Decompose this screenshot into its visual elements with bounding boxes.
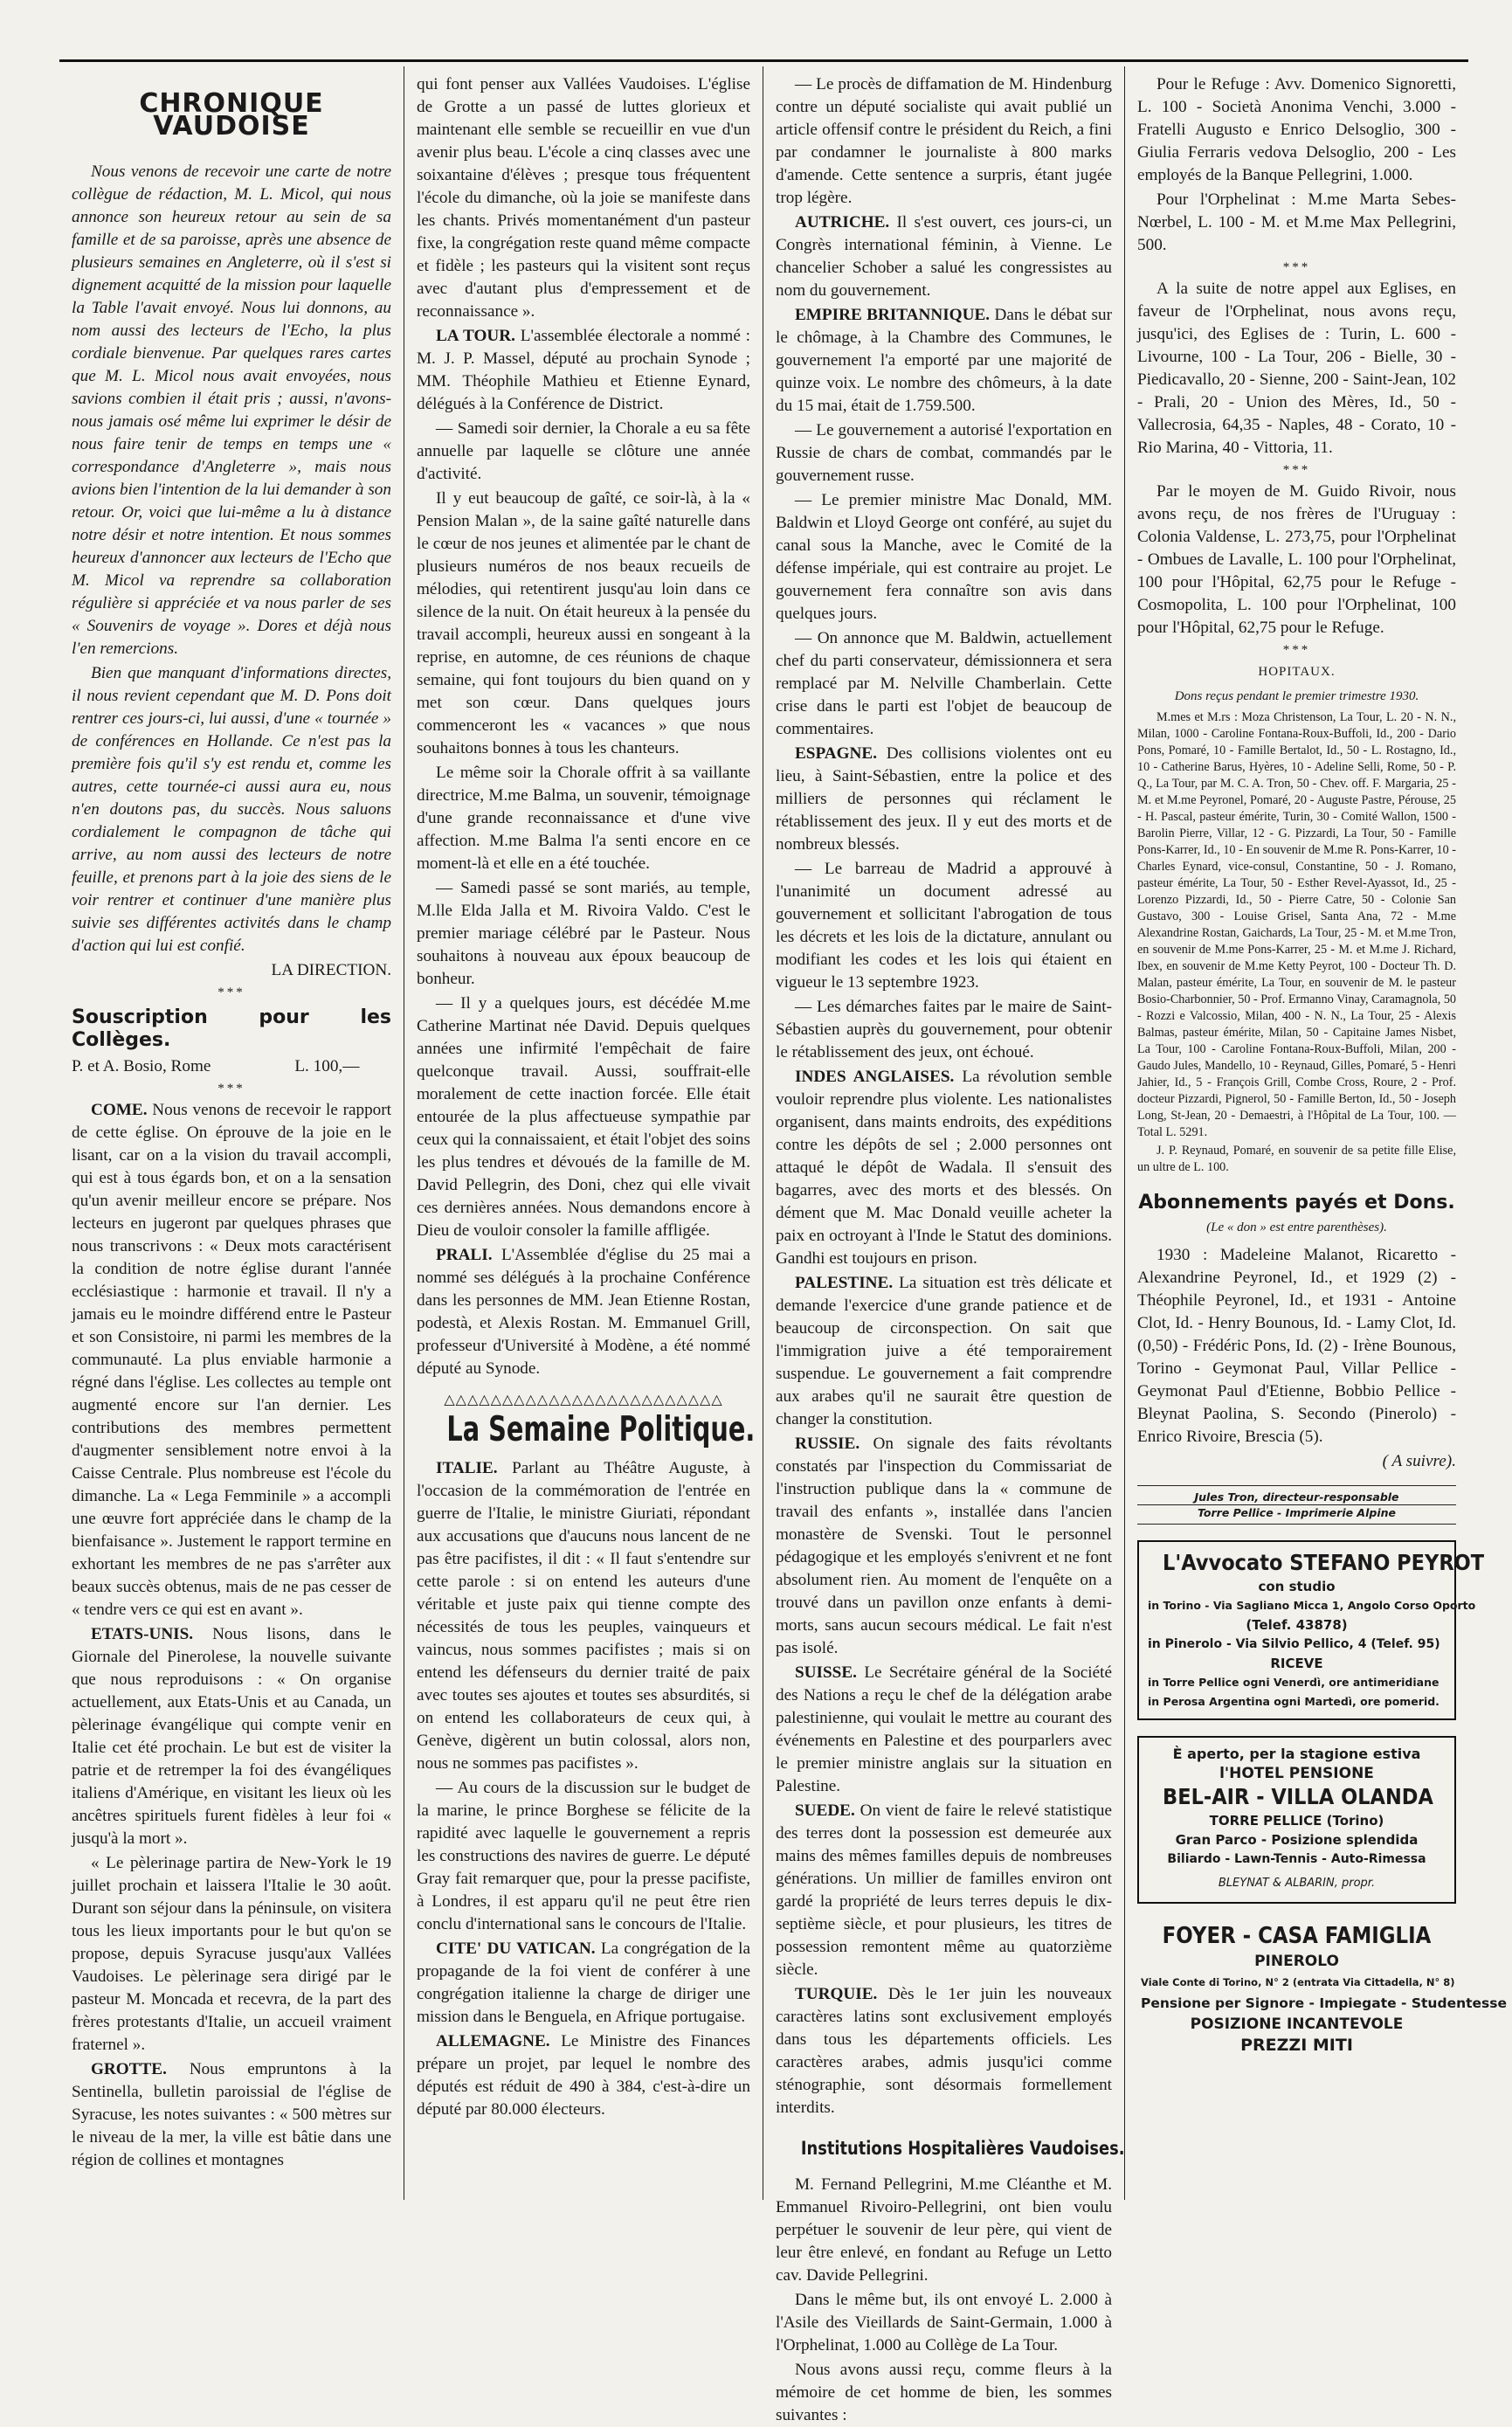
triangle-rule: △△△△△△△△△△△△△△△△△△△△△△△△: [444, 1393, 723, 1407]
institutions-paragraph-2: Dans le même but, ils ont envoyé L. 2.000 à l'Asile des Vieillards de Saint-Germain, 1.000 à l'Orphelinat, 1.000 au Collège de La Tour.: [776, 2291, 1112, 2354]
columns: [59, 66, 1507, 2424]
ad-foyer-title: FOYER - CASA FAMIGLIA: [1162, 1923, 1432, 1949]
russie-text: On signale des faits révoltants constatés par l'inspection du Commissariat de l'instruction publique dans la « commune de travail des enfants », installée dans l'ancien monastère de Svenski. Tout le personnel pédagogique et les employés s'enivrent et ne font absolument rien. Au moment de l'enquête on a trouvé dans un pavillon onze enfants à demi-morts, sans aucun secours médical. Le fait n'est pas isolé.: [776, 1435, 1112, 1657]
chronique-title: CHRONIQUE VAUDOISE: [139, 88, 324, 142]
macdonald-paragraph: — Le premier ministre Mac Donald, MM. Baldwin et Lloyd George ont conféré, au sujet du canal sous la Manche, avec le Comité de la défense impériale, qui est contraire au projet. Le gouvernement fera connaître son avis dans quelques jours.: [776, 491, 1112, 623]
palestine-paragraph: [776, 1272, 1112, 1431]
stars-divider-5: ***: [1282, 643, 1311, 657]
ad-peyrot-line-3: (Telef. 43878): [1246, 1617, 1348, 1633]
chorale-paragraph: — Samedi soir dernier, la Chorale a eu sa fête annuelle par laquelle se clôture une année d'activité.: [417, 419, 750, 483]
ad-foyer-line-2: Viale Conte di Torino, N° 2 (entrata Via Cittadella, N° 8): [1141, 1976, 1455, 1988]
semaine-politique-title: La Semaine Politique.: [446, 1410, 756, 1449]
prali-heading: PRALI.: [436, 1246, 493, 1264]
column-4: [1124, 66, 1507, 2200]
come-paragraph: [72, 1099, 391, 1621]
turquie-text: Dès le 1er juin les nouveaux caractères latins sont exclusivement employés dans tous les départements officiels. Les caractères arabes, admis jusqu'ici comme sténographie, sont désormais formellement interdits.: [776, 1985, 1112, 2117]
ad-foyer: [1137, 1916, 1507, 2061]
etats-heading: ETATS-UNIS.: [91, 1625, 194, 1643]
vatican-text: La congrégation de la propagande de la foi vient de conférer à une congrégation italienne la charge de diriger une mission dans le Benguela, en Afrique portugaise.: [417, 1940, 751, 2026]
baldwin-paragraph: — On annonce que M. Baldwin, actuellement chef du parti conservateur, démissionnera et sera remplacé par M. Nelville Chamberlain. Cette crise dans le parti est l'objet de beaucoup de commentaires.: [776, 629, 1112, 738]
turquie-heading: TURQUIE.: [795, 1985, 878, 2003]
ad-peyrot-line-5: RICEVE: [1270, 1656, 1323, 1671]
espagne-heading: ESPAGNE.: [795, 744, 877, 763]
ad-bel-air: [1137, 1736, 1456, 1904]
autriche-text: Il s'est ouvert, ces jours-ci, un Congrès international féminin, à Vienne. Le chancelier Schober a salué les congressistes au nom du gouvernement.: [776, 213, 1113, 300]
empire-paragraph: [776, 304, 1112, 418]
institutions-paragraph-3: Nous avons aussi reçu, comme fleurs à la mémoire de cet homme de bien, les sommes suivantes :: [776, 2361, 1112, 2424]
ad-bel-air-title: BEL-AIR - VILLA OLANDA: [1163, 1784, 1433, 1809]
rivoir-paragraph: Par le moyen de M. Guido Rivoir, nous avons reçu, de nos frères de l'Uruguay : Colonia Valdense, L. 273,75, pour l'Orphelinat - Ombues de Lavalle, L. 100 pour l'Orphelinat, 100 pour l'Hôpital, 62,75 pour le Refuge - Cosmopolita, L. 100 pour l'Orphelinat, 100 pour l'Hôpital, 62,75 pour le Refuge.: [1137, 482, 1456, 637]
top-rule: [59, 59, 1468, 62]
hopitaux-list: M.mes et M.rs : Moza Christenson, La Tour, L. 20 - N. N., Milan, 1000 - Caroline Fontana-Roux-Buffoli, Id., 200 - Dario Pons, Pomaré, 10 - Famille Bertalot, Id., 50 - L. Rostagno, Id., 10 - Catherine Barus, Hyères, 10 - Adeline Selli, Rome, 50 - P. Q., La Tour, par M. C. A. Tron, 50 - Chev. off. F. Margaria, 25 - M. et M.me Peyronel, Pomaré, 20 - Auguste Pastre, Pérouse, 25 - H. Pascal, pasteur émérite, Turin, 30 - Comité Wallon, 1500 - Barolin Pierre, Villar, 12 - G. Pizzardi, La Tour, 50 - Famille Pons-Karrer, Id., 10 - En souvenir de M.me R. Pons-Karrer, 10 - Charles Eynard, vice-consul, Constantine, 50 - J. Romano, pasteur émérite, La Tour, 50 - Esther Revel-Ayassot, Id., 25 - Lorenzo Pizzardi, Id., 50 - Pierre Catre, 50 - Colonie San Gustavo, 300 - Louise Grisel, Santa Ana, 72 - M.me Alexandrine Rostan, Gaichards, La Tour, 25 - M. et M.me Tron, en souvenir de M.me Pons-Karrer, 25 - M. et M.me J. Richard, Ibex, en souvenir de M.me Ketty Peyrot, 100 - Docteur Th. D. Malan, pasteur émérite, La Tour, en souvenir de M. le pasteur Bosio-Charbonnier, 50 - Prof. Ermanno Vinay, Caramagnola, 50 - Rozzi e Valcossio, Milan, 400 - N. N., La Tour, 25 - Alexis Balmas, pasteur émérite, Milan, 50 - Capitaine James Nisbet, La Tour, 100 - Caroline Fontana-Roux-Buffoli, Milan, 200 - Gaudo Jules, Mandello, 10 - Reynaud, Gilles, Pomaré, 5 - Henri Jahier, Id., 5 - François Grill, Combe Cross, Roure, 2 - Prof. docteur Pizzardi, Pignerol, 50 - Famille Berton, Id., 50 - Joseph Long, St-Jean, 20 - Demaestri, à l'Hôpital de La Tour, 100. — Total L. 5291.: [1137, 710, 1457, 1139]
hindenburg-paragraph: — Le procès de diffamation de M. Hindenburg contre un député socialiste qui avait publié un article offensif contre le président du Reich, a fini par condamner le journaliste à 800 marks d'amende. Cette sentence a surpris, étant jugée trop légère.: [776, 75, 1112, 207]
export-paragraph: — Le gouvernement a autorisé l'exportation en Russie de chars de combat, commandés par le gouvernement russe.: [776, 421, 1112, 485]
allemagne-text: Le Ministre des Finances prépare un projet, par lequel le nombre des députés est réduit de 490 à 384, c'est-à-dire un député par 80.000 électeurs.: [417, 2032, 750, 2119]
ad-bel-air-line-3: TORRE PELLICE (Torino): [1209, 1813, 1384, 1829]
souscription-line: P. et A. Bosio, Rome L. 100,—: [72, 1057, 360, 1075]
intro-paragraph: Nous venons de recevoir une carte de notre collègue de rédaction, M. L. Micol, qui nous annonce son heureux retour au sein de sa famille et de sa paroisse, après une absence de plusieurs semaines en Angleterre, où il s'est si dignement acquitté de la mission pour laquelle la Table l'avait envoyé. Nous lui donnons, au nom aussi des lecteurs de l'Echo, la plus cordiale bienvenue. Par quelques rares cartes que M. L. Micol nous avait envoyées, nous savions combien il était pris ; aussi, n'avons-nous jamais osé même lui exprimer le désir de nous faire tenir de temps en temps une « correspondance d'Angleterre », mais nous avions bien l'intention de la lui demander à son retour. Or, voici que lui-même a lu à distance notre désir et notre intention. Et nous sommes heureux d'annoncer aux lecteurs de l'Echo que M. Micol va reprendre sa collaboration régulière si appréciée et va nous parler de ses « Souvenirs de voyage ». Dores et déjà nous l'en remercions.: [72, 162, 391, 658]
grotte-text: Nous empruntons à la Sentinella, bulletin paroissial de l'église de Syracuse, les notes suivantes : « 500 mètres sur le niveau de la mer, la ville est bâtie dans une région de collines et montagnes: [72, 2060, 391, 2169]
ad-peyrot: [1137, 1540, 1485, 1720]
suede-text: On vient de faire le relevé statistique des terres dont la possession est demeurée aux mains des mêmes familles depuis de nombreuses générations. Un millier de familles environ ont gardé la propriété de leurs terres depuis le dix-septième siècle, et pour plusieurs, les titres de possession remontent même au quatorzième siècle.: [776, 1801, 1113, 1979]
suede-paragraph: [776, 1800, 1112, 1981]
ad-peyrot-line-6: in Torre Pellice ogni Venerdì, ore antimeridiane: [1148, 1676, 1440, 1689]
suisse-text: Le Secrétaire général de la Société des Nations a reçu le chef de la délégation arabe palestinienne, qui voulait le mettre au courant des événements en Palestine et des pourparlers avec le premier ministre anglais sur la situation en Palestine.: [776, 1663, 1112, 1795]
autriche-paragraph: [776, 211, 1112, 302]
intro-paragraph-2: Bien que manquant d'informations directes, il nous revient cependant que M. D. Pons doit rentrer ces jours-ci, lui aussi, d'une « tournée » de conférences en Hollande. Ce n'est pas la première fois qu'il s'y est rendu et, comme les autres, cette tournée-ci aussi aura eu, nous n'en doutons pas, du succès. Nous saluons cordialement le compagnon de tâche qui arrive, au nom aussi des lecteurs de notre feuille, et prenons part à la joie des siens de le voir rentrer et continuer d'une manière plus suivie ses différentes activités dans le champ d'action qui lui est confié.: [72, 664, 391, 955]
empire-text: Dans le débat sur le chômage, à la Chambre des Communes, le gouvernement l'a emporté par une majorité de quinze voix. Le nombre des chômeurs, à la date du 15 mai, était de 1.759.500.: [776, 306, 1112, 415]
orphelinat-paragraph: Pour l'Orphelinat : M.me Marta Sebes-Nœrbel, L. 100 - M. et M.me Max Pellegrini, 500.: [1137, 190, 1456, 254]
allemagne-paragraph: [417, 2030, 750, 2121]
abonnements-list: 1930 : Madeleine Malanot, Ricaretto - Alexandrine Peyronel, Id., et 1929 (2) - Théophile Peyronel, Id., et 1931 - Antoine Clot, Id. - Henry Bounous, Id. - Lamy Clot, Id. (0,50) - Frédéric Pons, Id. (2) - Irène Bounous, Torino - Geymonat Paul, Villar Pellice - Geymonat Paul d'Etienne, Bobbio Pellice - Bleynat Paolina, S. Secondo (Pinerolo) - Enrico Rivoire, Brescia (5).: [1137, 1246, 1456, 1446]
column-1: [59, 66, 404, 2200]
signature: LA DIRECTION.: [271, 961, 391, 979]
latour-heading: LA TOUR.: [436, 327, 515, 345]
espagne-text: Des collisions violentes ont eu lieu, à Saint-Sébastien, entre la police et des milliers de personnes qui réclament le rétablissement des jeux. Il y eut des morts et de nombreux blessés.: [776, 744, 1112, 854]
abonnements-subtitle: (Le « don » est entre parenthèses).: [1206, 1220, 1387, 1234]
etats-paragraph: [72, 1623, 391, 1850]
grotte-heading: GROTTE.: [91, 2060, 167, 2078]
appel-paragraph: A la suite de notre appel aux Eglises, en faveur de l'Orphelinat, nous avons reçu, jusqu'ici, des Eglises de : Turin, L. 600 - Livourne, 100 - La Tour, 206 - Bielle, 30 - Piedicavallo, 20 - Sienne, 200 - Saint-Jean, 102 - Prali, 20 - Union des Mères, Id., 50 - Vallecrosia, 64,35 - Naples, 48 - Corato, 10 - Rio Marina, 40 - Vittoria, 11.: [1137, 280, 1456, 457]
institutions-paragraph-1: M. Fernand Pellegrini, M.me Cléanthe et M. Emmanuel Rivoiro-Pellegrini, ont bien voulu perpétuer le souvenir de leur père, qui vient de leur être enlevé, en fondant au Refuge un Letto cav. Davide Pellegrini.: [776, 2175, 1112, 2285]
ad-bel-air-line-2: l'HOTEL PENSIONE: [1219, 1765, 1374, 1782]
autriche-heading: AUTRICHE.: [795, 213, 890, 232]
prali-text: L'Assemblée d'église du 25 mai a nommé ses délégués à la prochaine Conférence dans les personnes de MM. Jean Etienne Rostan, podestà, et Alexis Rostan. M. Emmanuel Grill, professeur d'Université à Modène, a été nommé député au Synode.: [417, 1246, 751, 1378]
ad-bel-air-line-5: Biliardo - Lawn-Tennis - Auto-Rimessa: [1167, 1852, 1426, 1866]
grotte-continued: qui font penser aux Vallées Vaudoises. L'église de Grotte a un passé de luttes glorieux et maintenant elle semble se recueillir en vue d'un avenir plus beau. L'école a cinq classes avec une soixantaine d'élèves ; presque tous fréquentent l'école du dimanche, où la joie se manifeste dans les chants. Privés momentanément d'un pasteur fixe, la congrégation reste quand même compacte et fidèle ; les pasteurs qui la visitent sont reçus avec d'autant plus d'empressement et de reconnaissance ».: [417, 75, 750, 321]
ad-peyrot-line-7: in Perosa Argentina ogni Martedì, ore pomerid.: [1148, 1695, 1440, 1708]
ad-bel-air-line-6: BLEYNAT & ALBARIN, propr.: [1218, 1877, 1376, 1890]
ad-peyrot-line-1: con studio: [1258, 1579, 1336, 1594]
espagne-paragraph: [776, 743, 1112, 856]
italie-paragraph: [417, 1457, 750, 1775]
ad-foyer-line-4: POSIZIONE INCANTEVOLE: [1190, 2016, 1404, 2033]
grotte-paragraph: [72, 2058, 391, 2172]
budget-paragraph: — Au cours de la discussion sur le budget de la marine, le prince Borghese se félicite de la rapidité avec laquelle le gouvernement a repris les constructions des navires de guerre. Le député Gray fait remarquer que, pour la presse pacifiste, à Londres, il est apparu qu'il ne peut être rien conclu d'international sans le concours de l'Italie.: [417, 1779, 750, 1933]
latour-paragraph: [417, 325, 750, 416]
suisse-paragraph: [776, 1662, 1112, 1798]
come-heading: COME.: [91, 1101, 148, 1119]
a-suivre: ( A suivre).: [1382, 1452, 1456, 1470]
ad-bel-air-line-1: È aperto, per la stagione estiva: [1172, 1746, 1421, 1762]
reynaud-paragraph: J. P. Reynaud, Pomaré, en souvenir de sa petite fille Elise, un ultre de L. 100.: [1137, 1144, 1456, 1174]
ad-foyer-line-5: PREZZI MITI: [1240, 2036, 1353, 2055]
stars-divider-3: ***: [1282, 260, 1311, 274]
ad-foyer-line-3: Pensione per Signore - Impiegate - Studentesse: [1141, 1995, 1507, 2011]
etats-paragraph-2: « Le pèlerinage partira de New-York le 19 juillet prochain et laissera l'Italie le 30 août. Durant son séjour dans la péninsule, on visitera tous les lieux importants pour le but qu'on se propose, depuis Syracuse jusqu'aux Vallées Vaudoises. Le pèlerinage sera dirigé par le pasteur M. Moncada et recevra, de la part des frères protestants d'Italie, un accueil vraiment fraternel ».: [72, 1854, 391, 2054]
stars-divider-4: ***: [1282, 463, 1311, 477]
stars-divider-2: ***: [217, 1082, 245, 1096]
mariage-paragraph: — Samedi passé se sont mariés, au temple, M.lle Elda Jalla et M. Rivoira Valdo. C'est le premier mariage célébré par le Pasteur. Nous souhaitons à nouveau aux époux beaucoup de bonheur.: [417, 879, 750, 988]
barreau-paragraph: — Le barreau de Madrid a approuvé à l'unanimité un document adressé au gouvernement et sollicitant l'abrogation de tous les décrets et les lois de la dictature, annulant ou modifiant les codes et les lois qui étaient en vigueur le 13 septembre 1923.: [776, 860, 1112, 992]
deces-paragraph: — Il y a quelques jours, est décédée M.me Catherine Martinat née David. Depuis quelques années une infirmité l'empêchait de faire quelconque travail. Aussi, souffrait-elle moralement de cette inaction forcée. Elle était entourée de la plus affectueuse sympathie par ceux qui la connaissaient, et était l'objet des soins les plus tendres et dévoués de la famille de M. David Pellegrin, des Doni, chez qui elle vivait ces dernières années. Nous demandons encore à Dieu de vouloir consoler la famille affligée.: [417, 994, 750, 1240]
ad-foyer-line-1: PINEROLO: [1254, 1953, 1339, 1970]
souscription-title: Souscription pour les Collèges.: [72, 1006, 391, 1051]
suede-heading: SUEDE.: [795, 1801, 855, 1820]
turquie-paragraph: [776, 1983, 1112, 2119]
etats-text: Nous lisons, dans le Giornale del Pinerolese, la nouvelle suivante que nous reproduisons : « On organise actuellement, aux Etats-Unis et au Canada, un pèlerinage évangélique qui compte venir en Italie cet été prochain. Le but est de visiter la patrie et de retremper la foi des évangéliques italiens d'Amérique, en visitant les lieux où les ancêtres spirituels furent fidèles à leur foi « jusqu'à la mort ».: [72, 1625, 392, 1848]
indes-paragraph: [776, 1066, 1112, 1270]
come-text: Nous venons de recevoir le rapport de cette église. On éprouve de la joie en le lisant, car on a la vision du travail accompli, qui est à tous égards bon, et on a la sensation qu'un avenir meilleur encore se prépare. Nos lecteurs en jugeront par quelques phrases que nous transcrivons : « Deux mots caractérisent la condition de notre église durant l'année ecclésiastique : harmonie et travail. Il n'y a jamais eu le moindre différend entre le Pasteur et son Consistoire, ni parmi les membres de la communauté. La plus enviable harmonie a régné dans l'église. Les collectes au temple ont augmenté encore sur l'an dernier. Les contributions des membres permettent d'augmenter sensiblement notre envoi à la Caisse Centrale. Plus nombreuse est l'école du dimanche. La « Lega Femminile » a accompli une œuvre fort appréciée dans le champ de la bienfaisance ». Justement le rapport termine en exhortant les membres de ne pas s'arrêter aux beaux succès obtenus, mais de ne pas cesser de « tendre vers ce qui est en avant ».: [72, 1101, 391, 1619]
balma-paragraph: Le même soir la Chorale offrit à sa vaillante directrice, M.me Balma, un souvenir, témoignage d'une grande reconnaissance et d'une vive affection. M.me Balma l'a senti encore en ce moment-là et elle en a été touchée.: [417, 764, 750, 873]
column-2: [404, 66, 763, 2200]
allemagne-heading: ALLEMAGNE.: [436, 2032, 550, 2050]
maire-paragraph: — Les démarches faites par le maire de Saint-Sébastien auprès du gouvernement, pour obtenir le rétablissement des jeux, ont échoué.: [776, 998, 1112, 1061]
russie-paragraph: [776, 1433, 1112, 1660]
column-3: [763, 66, 1125, 2424]
imprint-director: Jules Tron, directeur-responsable: [1194, 1490, 1399, 1504]
vatican-heading: CITE' DU VATICAN.: [436, 1940, 596, 1958]
institutions-title: Institutions Hospitalières Vaudoises.: [800, 2138, 1125, 2159]
ad-peyrot-line-2: in Torino - Via Sagliano Micca 1, Angolo Corso Oporto: [1148, 1599, 1476, 1612]
ad-bel-air-line-4: Gran Parco - Posizione splendida: [1175, 1832, 1419, 1848]
russie-heading: RUSSIE.: [795, 1435, 860, 1453]
hopitaux-subtitle: Dons reçus pendant le premier trimestre 1930.: [1174, 689, 1419, 703]
vatican-paragraph: [417, 1938, 750, 2029]
latour-text: L'assemblée électorale a nommé : M. J. P. Massel, député au prochain Synode ; MM. Théophile Mathieu et Etienne Eynard, délégués à la Conférence de District.: [417, 327, 750, 413]
suisse-heading: SUISSE.: [795, 1663, 857, 1682]
stars-divider: ***: [217, 985, 245, 999]
prali-paragraph: [417, 1244, 750, 1380]
indes-heading: INDES ANGLAISES.: [795, 1068, 955, 1086]
imprint-box: [1137, 1485, 1456, 1525]
italie-heading: ITALIE.: [436, 1459, 498, 1477]
gaite-paragraph: Il y eut beaucoup de gaîté, ce soir-là, à la « Pension Malan », de la saine gaîté naturelle dans le cœur de nos jeunes et alimentée par le chant de plusieurs numéros de nos beaux recueils de mélodies, qui retentirent jusqu'au loin dans ce silence de la nuit. On était heureux à la pensée du travail accompli, heureux aussi en songeant à la reprise, en automne, de ces réunions de chaque semaine, qui font toujours du bien quand on y met son cœur. Dans quelques jours commenceront les « vacances » que nous souhaitons bonnes à tous les chanteurs.: [417, 489, 750, 757]
refuge-paragraph: Pour le Refuge : Avv. Domenico Signoretti, L. 100 - Società Anonima Venchi, 3.000 - Fratelli Augusto e Enrico Delsoglio, 300 - Giulia Ferraris vedova Delsoglio, 200 - Les employés de la Banque Pellegrini, 1.000.: [1137, 75, 1456, 184]
indes-text: La révolution semble vouloir reprendre plus violente. Les nationalistes organisent, dans maints endroits, des expéditions contre les dépôts de sel ; 2.000 personnes ont attaqué le dépôt de Wadala. Il s'ensuit des bagarres, avec des morts et des blessés. On dément que M. Mac Donald veuille acheter la paix en octroyant à l'Inde le Statut des dominions. Gandhi est toujours en prison.: [776, 1068, 1112, 1268]
hopitaux-title: HOPITAUX.: [1258, 665, 1336, 679]
empire-heading: EMPIRE BRITANNIQUE.: [795, 306, 991, 324]
palestine-text: La situation est très délicate et demande l'exercice d'une grande patience et de beaucoup de circonspection. On sait que l'immigration juive a été temporairement suspendue. Le gouvernement a fait comprendre aux arabes qu'il ne saurait être question de changer la constitution.: [776, 1274, 1113, 1428]
palestine-heading: PALESTINE.: [795, 1274, 894, 1292]
ad-peyrot-line-4: in Pinerolo - Via Silvio Pellico, 4 (Telef. 95): [1148, 1637, 1440, 1651]
ad-peyrot-title: L'Avvocato STEFANO PEYROT: [1163, 1550, 1485, 1575]
italie-text: Parlant au Théâtre Auguste, à l'occasion de la commémoration de l'entrée en guerre de l'Italie, le ministre Giuriati, répondant aux accusations que d'aucuns nous lancent de ne pas être pacifistes, il dit : « Il faut s'entendre sur cette parole : si on entend les auteurs d'une véritable et juste paix qui tienne compte des nécessités de tous les peuples, vainqueurs et vaincus, nous sommes pacifistes ; mais si on entend les défenseurs du dernier traité de paix avec toutes ses ajoutes et toutes ses absurdités, si on entend les collaborateurs de ceux qui, à Genève, digèrent un butin colossal, alors non, nous ne sommes pas pacifistes ».: [417, 1459, 751, 1773]
imprint-printer: Torre Pellice - Imprimerie Alpine: [1137, 1504, 1456, 1520]
abonnements-title: Abonnements payés et Dons.: [1138, 1192, 1455, 1214]
